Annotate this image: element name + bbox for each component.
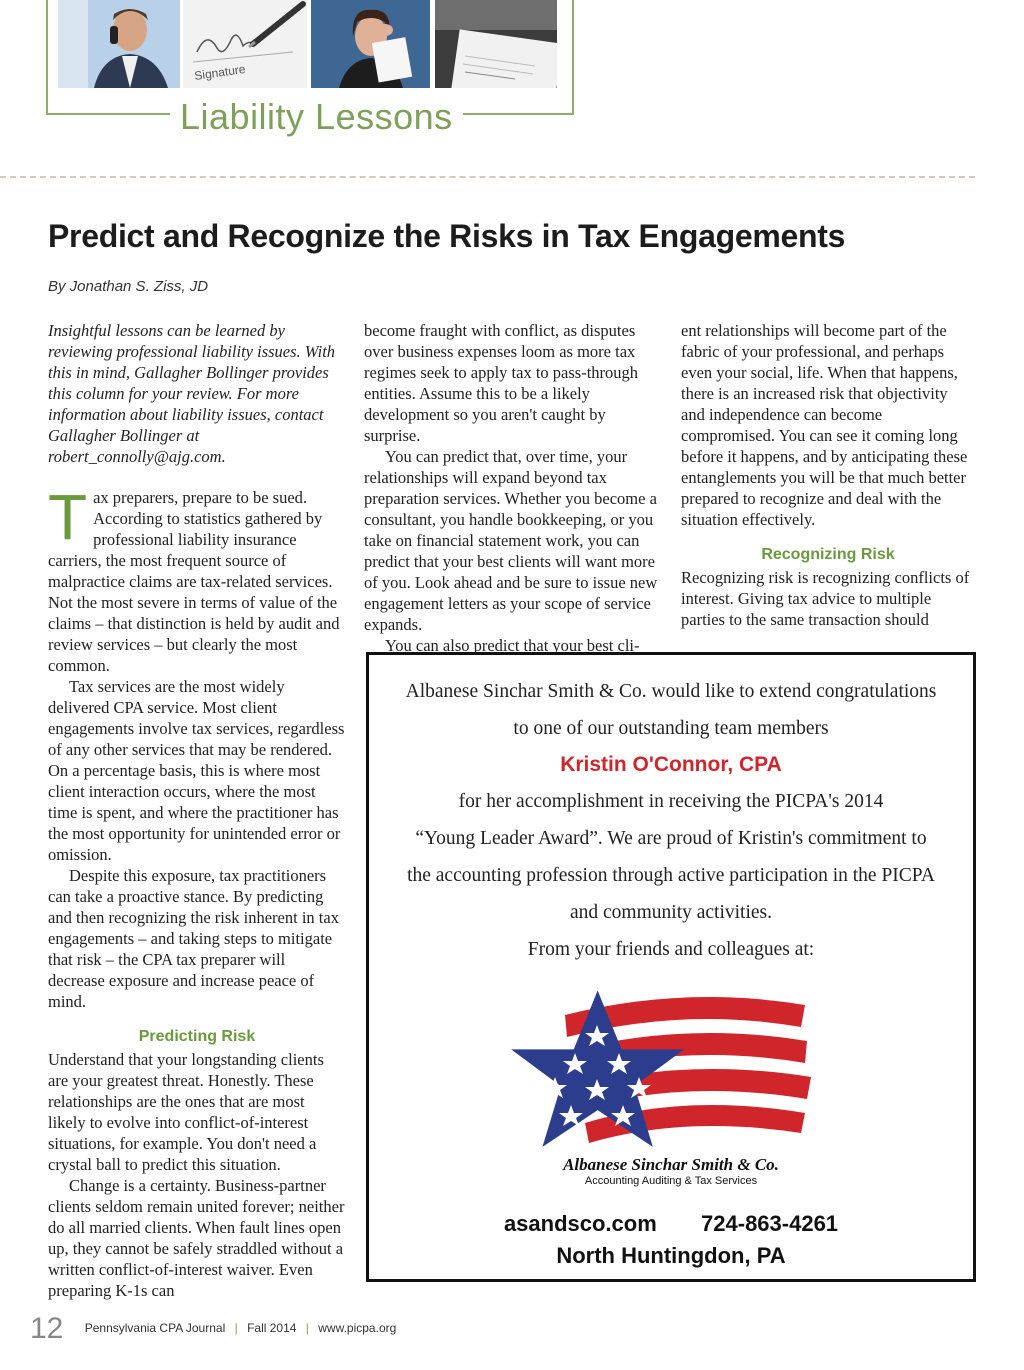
- page-number: 12: [30, 1312, 64, 1345]
- ad-line-1: Albanese Sinchar Smith & Co. would like to extend congratulations: [405, 681, 937, 702]
- ad-contact-row: [369, 1211, 973, 1237]
- body-paragraph: You can also predict that your best cli-: [385, 636, 640, 655]
- subhead-recognizing-risk: Recognizing Risk: [761, 546, 895, 563]
- footer-separator: |: [234, 1321, 238, 1336]
- intro-paragraph: Insightful lessons can be learned by reviewing professional liability issues. With this in mind, Gallagher Bollinger provides this column for your review. For more information about liability issues, contact Gallagher Bollinger at robert_connolly@ajg.com.: [48, 321, 336, 466]
- divider: [0, 176, 975, 178]
- body-paragraph: You can predict that, over time, your relationships will expand beyond tax preparation services. Whether you become a consultant, you handle bookkeeping, or you take on financial statement work, you can predict that your best clients will want more of you. Look ahead and be sure to issue new engagement letters as your scope of service expands.: [364, 447, 658, 634]
- document-photo: [435, 0, 557, 88]
- article-column-3: [681, 320, 975, 630]
- article-title: Predict and Recognize the Risks in Tax Engagements: [48, 218, 846, 254]
- ad-line-3: for her accomplishment in receiving the PICPA's 2014: [458, 791, 884, 812]
- ad-line-5: the accounting profession through active participation in the PICPA: [407, 865, 935, 886]
- ad-line-4: “Young Leader Award”. We are proud of Kristin's commitment to: [415, 828, 927, 849]
- footer-separator: |: [305, 1321, 309, 1336]
- body-paragraph: become fraught with conflict, as disputes over business expenses loom as more tax regimes seek to apply tax to pass-through entities. Assume this to be a likely development so you aren't caught by surprise.: [364, 321, 639, 445]
- subhead-predicting-risk: Predicting Risk: [138, 1028, 256, 1045]
- body-paragraph: Tax services are the most widely delivered CPA service. Most client engagements involve tax services, regardless of any other services that may be rendered. On a percentage basis, this is where most client interaction occurs, where the most time is spent, and where the practitioner has the most opportunity for unintended error or omission.: [48, 677, 345, 864]
- ad-firm-tagline: Accounting Auditing & Tax Services: [584, 1175, 758, 1187]
- body-paragraph: Recognizing risk is recognizing conflicts of interest. Giving tax advice to multiple parties to the same transaction should: [681, 568, 970, 629]
- ad-website-link[interactable]: asandsco.com: [503, 1211, 657, 1236]
- article-column-2: [364, 320, 660, 656]
- ad-line-7: From your friends and colleagues at:: [527, 939, 815, 960]
- opening-paragraph: Tax preparers, prepare to be sued. According to statistics gathered by professional liability insurance carriers, the most frequent source of malpractice claims are tax-related services. Not the most severe in terms of value of the claims – that distinction is held by audit and review services – but clearly the most common.: [48, 481, 340, 675]
- body-paragraph: Understand that your longstanding clients are your greatest threat. Honestly. These relationships are the ones that are most likely to evolve into conflict-of-interest situations, for example. You don't need a crystal ball to predict this situation.: [48, 1050, 324, 1174]
- ad-phone: 724-863-4261: [701, 1211, 839, 1236]
- article-column-1: [48, 320, 346, 1301]
- stressed-woman-photo: [311, 0, 430, 88]
- signature-caption: Signature: [193, 61, 247, 83]
- publication-name: Pennsylvania CPA Journal: [84, 1321, 226, 1336]
- article-byline: By Jonathan S. Ziss, JD: [48, 278, 209, 295]
- ad-line-2: to one of our outstanding team members: [513, 718, 829, 739]
- signature-photo: [183, 0, 307, 88]
- section-title: Liability Lessons: [170, 96, 463, 138]
- issue-date: Fall 2014: [247, 1321, 297, 1336]
- body-paragraph: Change is a certainty. Business-partner clients seldom remain united forever; neither do all married clients. When fault lines open up, they cannot be safely straddled without a written conflict-of-interest waiver. Even preparing K-1s can: [48, 1176, 345, 1300]
- star-flag-logo: [505, 985, 835, 1155]
- body-paragraph: Despite this exposure, tax practitioners can take a proactive stance. By predicting and then recognizing the risk inherent in tax engagements – and taking steps to mitigate that risk – the CPA tax preparer will decrease exposure and increase peace of mind.: [48, 866, 339, 1011]
- congratulations-ad: [366, 652, 976, 1282]
- footer-url[interactable]: www.picpa.org: [318, 1321, 397, 1336]
- page-footer: [30, 1312, 396, 1346]
- businessman-photo: [58, 0, 180, 88]
- ad-location: North Huntingdon, PA: [556, 1243, 786, 1268]
- body-paragraph: ent relationships will become part of the fabric of your professional, and perhaps even your social, life. When that happens, there is an increased risk that objectivity and independence can become compromised. You can see it coming long before it happens, and by anticipating these entanglements you will be that much better prepared to recognize and deal with the situation effectively.: [681, 321, 968, 529]
- drop-cap: T: [48, 481, 88, 553]
- ad-firm-name: Albanese Sinchar Smith & Co.: [563, 1155, 779, 1174]
- ad-line-6: and community activities.: [570, 902, 772, 923]
- ad-honoree-name: Kristin O'Connor, CPA: [560, 753, 782, 776]
